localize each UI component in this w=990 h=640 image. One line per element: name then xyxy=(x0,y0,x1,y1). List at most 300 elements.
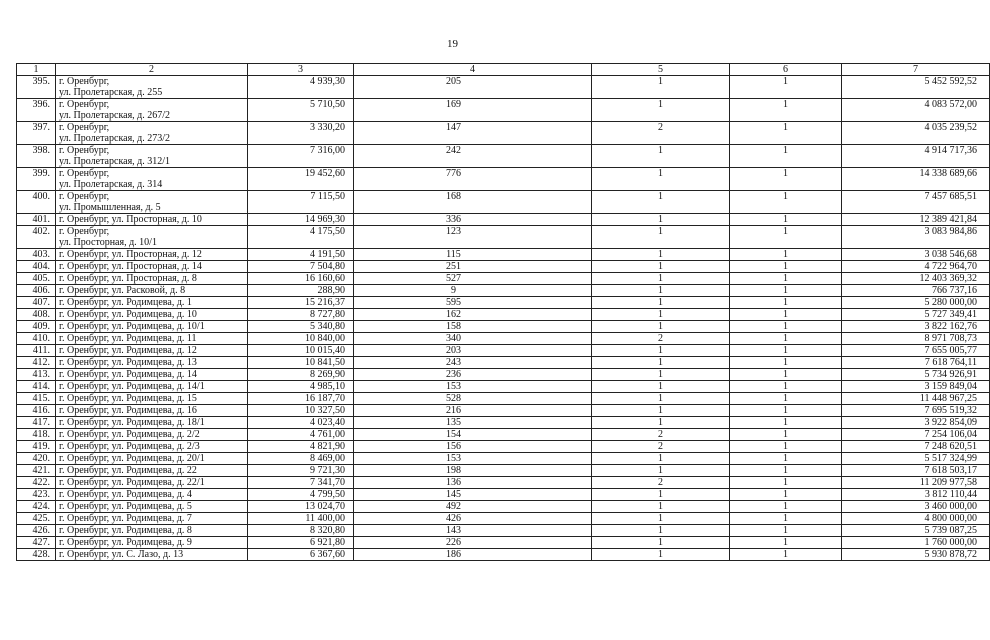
column-6-cell: 1 xyxy=(730,525,842,537)
cost-cell: 5 930 878,72 xyxy=(842,549,990,561)
row-number-cell: 406. xyxy=(17,285,56,297)
column-4-cell: 251 xyxy=(354,261,592,273)
column-5-cell: 1 xyxy=(592,168,730,191)
row-number-cell: 414. xyxy=(17,381,56,393)
column-6-cell: 1 xyxy=(730,333,842,345)
column-6-cell: 1 xyxy=(730,405,842,417)
column-number: 3 xyxy=(248,64,354,76)
area-cell: 4 821,90 xyxy=(248,441,354,453)
area-cell: 3 330,20 xyxy=(248,122,354,145)
row-number-cell: 423. xyxy=(17,489,56,501)
table-row xyxy=(17,381,990,393)
cost-cell: 7 254 106,04 xyxy=(842,429,990,441)
address-cell xyxy=(56,549,248,561)
address-cell xyxy=(56,145,248,168)
area-cell: 10 015,40 xyxy=(248,345,354,357)
area-cell: 8 469,00 xyxy=(248,453,354,465)
row-number-cell: 409. xyxy=(17,321,56,333)
address-line: г. Оренбург, ул. Родимцева, д. 22/1 xyxy=(59,477,205,488)
column-5-cell: 1 xyxy=(592,309,730,321)
row-number-cell: 427. xyxy=(17,537,56,549)
column-6-cell: 1 xyxy=(730,489,842,501)
cost-cell: 4 722 964,70 xyxy=(842,261,990,273)
cost-cell: 4 083 572,00 xyxy=(842,99,990,122)
column-number-row xyxy=(17,64,990,76)
address-line: г. Оренбург, ул. Родимцева, д. 20/1 xyxy=(59,453,205,464)
column-5-cell: 1 xyxy=(592,525,730,537)
column-5-cell: 1 xyxy=(592,453,730,465)
cost-cell: 7 618 503,17 xyxy=(842,465,990,477)
column-4-cell: 169 xyxy=(354,99,592,122)
area-cell: 288,90 xyxy=(248,285,354,297)
column-5-cell: 1 xyxy=(592,191,730,214)
column-4-cell: 135 xyxy=(354,417,592,429)
column-6-cell: 1 xyxy=(730,369,842,381)
cost-cell: 5 452 592,52 xyxy=(842,76,990,99)
column-5-cell: 1 xyxy=(592,537,730,549)
area-cell: 16 187,70 xyxy=(248,393,354,405)
housing-table xyxy=(16,63,990,561)
cost-cell: 11 209 977,58 xyxy=(842,477,990,489)
column-6-cell: 1 xyxy=(730,381,842,393)
address-line: г. Оренбург, xyxy=(59,76,110,87)
cost-cell: 7 457 685,51 xyxy=(842,191,990,214)
address-line: г. Оренбург, xyxy=(59,122,110,133)
column-5-cell: 1 xyxy=(592,99,730,122)
column-6-cell: 1 xyxy=(730,261,842,273)
cost-cell: 766 737,16 xyxy=(842,285,990,297)
cost-cell: 5 734 926,91 xyxy=(842,369,990,381)
column-6-cell: 1 xyxy=(730,122,842,145)
column-4-cell: 162 xyxy=(354,309,592,321)
address-line: г. Оренбург, ул. Родимцева, д. 8 xyxy=(59,525,192,536)
column-5-cell: 1 xyxy=(592,249,730,261)
address-line: г. Оренбург, ул. Родимцева, д. 4 xyxy=(59,489,192,500)
row-number-cell: 397. xyxy=(17,122,56,145)
column-4-cell: 136 xyxy=(354,477,592,489)
address-cell xyxy=(56,214,248,226)
table-body xyxy=(17,76,990,561)
column-6-cell: 1 xyxy=(730,501,842,513)
address-cell xyxy=(56,513,248,525)
column-5-cell: 2 xyxy=(592,333,730,345)
address-line: ул. Пролетарская, д. 255 xyxy=(59,87,163,98)
row-number-cell: 419. xyxy=(17,441,56,453)
cost-cell: 12 403 369,32 xyxy=(842,273,990,285)
column-4-cell: 143 xyxy=(354,525,592,537)
address-cell xyxy=(56,441,248,453)
column-6-cell: 1 xyxy=(730,549,842,561)
column-4-cell: 186 xyxy=(354,549,592,561)
column-5-cell: 2 xyxy=(592,122,730,145)
table-row xyxy=(17,441,990,453)
column-6-cell: 1 xyxy=(730,273,842,285)
address-cell xyxy=(56,321,248,333)
table-row xyxy=(17,145,990,168)
page-number: 19 xyxy=(447,38,458,50)
column-6-cell: 1 xyxy=(730,249,842,261)
column-4-cell: 226 xyxy=(354,537,592,549)
column-5-cell: 1 xyxy=(592,285,730,297)
column-4-cell: 153 xyxy=(354,453,592,465)
address-cell xyxy=(56,168,248,191)
address-line: ул. Пролетарская, д. 267/2 xyxy=(59,110,171,121)
table-row xyxy=(17,191,990,214)
column-4-cell: 145 xyxy=(354,489,592,501)
area-cell: 11 400,00 xyxy=(248,513,354,525)
column-5-cell: 2 xyxy=(592,477,730,489)
row-number-cell: 395. xyxy=(17,76,56,99)
address-cell xyxy=(56,261,248,273)
column-4-cell: 115 xyxy=(354,249,592,261)
address-cell xyxy=(56,381,248,393)
cost-cell: 3 083 984,86 xyxy=(842,226,990,249)
address-cell xyxy=(56,405,248,417)
table-row xyxy=(17,214,990,226)
row-number-cell: 405. xyxy=(17,273,56,285)
table-row xyxy=(17,297,990,309)
address-cell xyxy=(56,501,248,513)
address-line: г. Оренбург, ул. Просторная, д. 14 xyxy=(59,261,202,272)
address-line: г. Оренбург, ул. Родимцева, д. 2/2 xyxy=(59,429,200,440)
column-6-cell: 1 xyxy=(730,537,842,549)
area-cell: 4 023,40 xyxy=(248,417,354,429)
column-4-cell: 153 xyxy=(354,381,592,393)
table-row xyxy=(17,393,990,405)
column-6-cell: 1 xyxy=(730,357,842,369)
column-number: 1 xyxy=(17,64,56,76)
area-cell: 8 269,90 xyxy=(248,369,354,381)
column-6-cell: 1 xyxy=(730,214,842,226)
address-cell xyxy=(56,525,248,537)
address-line: г. Оренбург, ул. Родимцева, д. 14 xyxy=(59,369,197,380)
row-number-cell: 410. xyxy=(17,333,56,345)
row-number-cell: 401. xyxy=(17,214,56,226)
address-line: г. Оренбург, ул. Родимцева, д. 5 xyxy=(59,501,192,512)
cost-cell: 4 914 717,36 xyxy=(842,145,990,168)
column-5-cell: 1 xyxy=(592,381,730,393)
address-line: г. Оренбург, xyxy=(59,145,110,156)
cost-cell: 5 727 349,41 xyxy=(842,309,990,321)
area-cell: 5 710,50 xyxy=(248,99,354,122)
column-5-cell: 1 xyxy=(592,369,730,381)
cost-cell: 14 338 689,66 xyxy=(842,168,990,191)
table-row xyxy=(17,465,990,477)
row-number-cell: 398. xyxy=(17,145,56,168)
address-line: г. Оренбург, xyxy=(59,191,110,202)
area-cell: 19 452,60 xyxy=(248,168,354,191)
column-4-cell: 154 xyxy=(354,429,592,441)
address-cell xyxy=(56,369,248,381)
address-cell xyxy=(56,357,248,369)
row-number-cell: 400. xyxy=(17,191,56,214)
column-5-cell: 1 xyxy=(592,345,730,357)
address-line: г. Оренбург, ул. Родимцева, д. 1 xyxy=(59,297,192,308)
column-4-cell: 776 xyxy=(354,168,592,191)
address-cell xyxy=(56,249,248,261)
cost-cell: 3 812 110,44 xyxy=(842,489,990,501)
column-6-cell: 1 xyxy=(730,309,842,321)
address-cell xyxy=(56,393,248,405)
column-number: 4 xyxy=(354,64,592,76)
column-4-cell: 216 xyxy=(354,405,592,417)
address-line: г. Оренбург, ул. Родимцева, д. 22 xyxy=(59,465,197,476)
table-row xyxy=(17,489,990,501)
column-4-cell: 242 xyxy=(354,145,592,168)
column-number: 7 xyxy=(842,64,990,76)
table-row xyxy=(17,525,990,537)
cost-cell: 3 159 849,04 xyxy=(842,381,990,393)
table-row xyxy=(17,99,990,122)
address-line: ул. Пролетарская, д. 314 xyxy=(59,179,163,190)
row-number-cell: 413. xyxy=(17,369,56,381)
address-line: г. Оренбург, ул. Родимцева, д. 12 xyxy=(59,345,197,356)
table-row xyxy=(17,321,990,333)
address-cell xyxy=(56,477,248,489)
table-row xyxy=(17,513,990,525)
table-row xyxy=(17,345,990,357)
row-number-cell: 404. xyxy=(17,261,56,273)
column-4-cell: 158 xyxy=(354,321,592,333)
column-5-cell: 1 xyxy=(592,297,730,309)
column-6-cell: 1 xyxy=(730,417,842,429)
column-6-cell: 1 xyxy=(730,513,842,525)
address-cell xyxy=(56,489,248,501)
row-number-cell: 421. xyxy=(17,465,56,477)
column-5-cell: 1 xyxy=(592,549,730,561)
column-6-cell: 1 xyxy=(730,76,842,99)
address-cell xyxy=(56,417,248,429)
row-number-cell: 420. xyxy=(17,453,56,465)
area-cell: 4 191,50 xyxy=(248,249,354,261)
cost-cell: 12 389 421,84 xyxy=(842,214,990,226)
table-row xyxy=(17,549,990,561)
table-row xyxy=(17,76,990,99)
column-4-cell: 527 xyxy=(354,273,592,285)
area-cell: 8 320,80 xyxy=(248,525,354,537)
area-cell: 5 340,80 xyxy=(248,321,354,333)
area-cell: 4 799,50 xyxy=(248,489,354,501)
address-cell xyxy=(56,226,248,249)
cost-cell: 11 448 967,25 xyxy=(842,393,990,405)
column-number: 6 xyxy=(730,64,842,76)
table-row xyxy=(17,537,990,549)
cost-cell: 5 739 087,25 xyxy=(842,525,990,537)
area-cell: 10 841,50 xyxy=(248,357,354,369)
area-cell: 10 840,00 xyxy=(248,333,354,345)
area-cell: 4 985,10 xyxy=(248,381,354,393)
table-row xyxy=(17,501,990,513)
column-5-cell: 1 xyxy=(592,214,730,226)
column-4-cell: 336 xyxy=(354,214,592,226)
table-row xyxy=(17,357,990,369)
cost-cell: 3 038 546,68 xyxy=(842,249,990,261)
column-6-cell: 1 xyxy=(730,168,842,191)
column-5-cell: 1 xyxy=(592,513,730,525)
row-number-cell: 422. xyxy=(17,477,56,489)
column-5-cell: 1 xyxy=(592,393,730,405)
address-line: г. Оренбург, ул. Родимцева, д. 15 xyxy=(59,393,197,404)
column-5-cell: 1 xyxy=(592,489,730,501)
table-row xyxy=(17,249,990,261)
row-number-cell: 402. xyxy=(17,226,56,249)
address-line: г. Оренбург, ул. Родимцева, д. 18/1 xyxy=(59,417,205,428)
cost-cell: 4 800 000,00 xyxy=(842,513,990,525)
cost-cell: 7 695 519,32 xyxy=(842,405,990,417)
table-row xyxy=(17,226,990,249)
address-cell xyxy=(56,333,248,345)
cost-cell: 5 280 000,00 xyxy=(842,297,990,309)
row-number-cell: 396. xyxy=(17,99,56,122)
table-row xyxy=(17,261,990,273)
cost-cell: 4 035 239,52 xyxy=(842,122,990,145)
address-line: г. Оренбург, xyxy=(59,226,110,237)
area-cell: 4 175,50 xyxy=(248,226,354,249)
address-cell xyxy=(56,191,248,214)
area-cell: 7 504,80 xyxy=(248,261,354,273)
area-cell: 4 761,00 xyxy=(248,429,354,441)
column-4-cell: 243 xyxy=(354,357,592,369)
table-row xyxy=(17,453,990,465)
address-line: г. Оренбург, ул. Родимцева, д. 16 xyxy=(59,405,197,416)
address-line: ул. Промышленная, д. 5 xyxy=(59,202,161,213)
column-5-cell: 1 xyxy=(592,261,730,273)
address-line: г. Оренбург, ул. Родимцева, д. 9 xyxy=(59,537,192,548)
row-number-cell: 428. xyxy=(17,549,56,561)
address-cell xyxy=(56,297,248,309)
address-line: г. Оренбург, ул. Просторная, д. 10 xyxy=(59,214,202,225)
column-6-cell: 1 xyxy=(730,429,842,441)
address-line: ул. Пролетарская, д. 312/1 xyxy=(59,156,171,167)
address-cell xyxy=(56,99,248,122)
address-line: г. Оренбург, ул. Родимцева, д. 11 xyxy=(59,333,197,344)
address-cell xyxy=(56,465,248,477)
table-row xyxy=(17,417,990,429)
column-5-cell: 1 xyxy=(592,405,730,417)
column-6-cell: 1 xyxy=(730,99,842,122)
column-4-cell: 528 xyxy=(354,393,592,405)
table-row xyxy=(17,477,990,489)
area-cell: 7 115,50 xyxy=(248,191,354,214)
cost-cell: 7 618 764,11 xyxy=(842,357,990,369)
area-cell: 4 939,30 xyxy=(248,76,354,99)
column-4-cell: 198 xyxy=(354,465,592,477)
address-cell xyxy=(56,429,248,441)
table-row xyxy=(17,285,990,297)
column-6-cell: 1 xyxy=(730,393,842,405)
area-cell: 10 327,50 xyxy=(248,405,354,417)
address-line: г. Оренбург, ул. Родимцева, д. 14/1 xyxy=(59,381,205,392)
column-4-cell: 595 xyxy=(354,297,592,309)
column-4-cell: 123 xyxy=(354,226,592,249)
area-cell: 13 024,70 xyxy=(248,501,354,513)
cost-cell: 7 248 620,51 xyxy=(842,441,990,453)
column-5-cell: 1 xyxy=(592,145,730,168)
address-cell xyxy=(56,537,248,549)
address-line: г. Оренбург, ул. Просторная, д. 12 xyxy=(59,249,202,260)
area-cell: 15 216,37 xyxy=(248,297,354,309)
row-number-cell: 425. xyxy=(17,513,56,525)
column-5-cell: 1 xyxy=(592,321,730,333)
column-4-cell: 9 xyxy=(354,285,592,297)
address-line: г. Оренбург, ул. Родимцева, д. 10 xyxy=(59,309,197,320)
column-6-cell: 1 xyxy=(730,145,842,168)
table-row xyxy=(17,369,990,381)
address-line: г. Оренбург, ул. Родимцева, д. 7 xyxy=(59,513,192,524)
row-number-cell: 415. xyxy=(17,393,56,405)
address-cell xyxy=(56,453,248,465)
table-row xyxy=(17,429,990,441)
column-4-cell: 168 xyxy=(354,191,592,214)
column-6-cell: 1 xyxy=(730,297,842,309)
cost-cell: 3 822 162,76 xyxy=(842,321,990,333)
area-cell: 6 921,80 xyxy=(248,537,354,549)
address-line: ул. Пролетарская, д. 273/2 xyxy=(59,133,171,144)
area-cell: 9 721,30 xyxy=(248,465,354,477)
column-6-cell: 1 xyxy=(730,226,842,249)
address-line: г. Оренбург, ул. Родимцева, д. 2/3 xyxy=(59,441,200,452)
address-line: г. Оренбург, ул. Родимцева, д. 13 xyxy=(59,357,197,368)
column-4-cell: 156 xyxy=(354,441,592,453)
table-row xyxy=(17,122,990,145)
address-line: г. Оренбург, ул. Расковой, д. 8 xyxy=(59,285,186,296)
area-cell: 7 341,70 xyxy=(248,477,354,489)
column-4-cell: 236 xyxy=(354,369,592,381)
address-cell xyxy=(56,309,248,321)
column-6-cell: 1 xyxy=(730,345,842,357)
address-line: г. Оренбург, xyxy=(59,168,110,179)
address-line: г. Оренбург, ул. Просторная, д. 8 xyxy=(59,273,197,284)
address-cell xyxy=(56,345,248,357)
table-row xyxy=(17,168,990,191)
area-cell: 16 160,60 xyxy=(248,273,354,285)
address-line: ул. Просторная, д. 10/1 xyxy=(59,237,157,248)
column-4-cell: 147 xyxy=(354,122,592,145)
column-5-cell: 1 xyxy=(592,357,730,369)
column-5-cell: 2 xyxy=(592,429,730,441)
row-number-cell: 399. xyxy=(17,168,56,191)
cost-cell: 5 517 324,99 xyxy=(842,453,990,465)
column-6-cell: 1 xyxy=(730,465,842,477)
table-row xyxy=(17,333,990,345)
column-6-cell: 1 xyxy=(730,441,842,453)
cost-cell: 7 655 005,77 xyxy=(842,345,990,357)
column-5-cell: 1 xyxy=(592,465,730,477)
row-number-cell: 411. xyxy=(17,345,56,357)
table-row xyxy=(17,273,990,285)
cost-cell: 3 922 854,09 xyxy=(842,417,990,429)
address-cell xyxy=(56,273,248,285)
column-5-cell: 1 xyxy=(592,501,730,513)
column-5-cell: 1 xyxy=(592,273,730,285)
row-number-cell: 426. xyxy=(17,525,56,537)
column-5-cell: 2 xyxy=(592,441,730,453)
column-5-cell: 1 xyxy=(592,76,730,99)
column-4-cell: 203 xyxy=(354,345,592,357)
row-number-cell: 418. xyxy=(17,429,56,441)
area-cell: 14 969,30 xyxy=(248,214,354,226)
row-number-cell: 407. xyxy=(17,297,56,309)
column-6-cell: 1 xyxy=(730,477,842,489)
area-cell: 8 727,80 xyxy=(248,309,354,321)
cost-cell: 3 460 000,00 xyxy=(842,501,990,513)
column-5-cell: 1 xyxy=(592,417,730,429)
address-cell xyxy=(56,76,248,99)
column-4-cell: 492 xyxy=(354,501,592,513)
address-cell xyxy=(56,285,248,297)
area-cell: 7 316,00 xyxy=(248,145,354,168)
table-row xyxy=(17,309,990,321)
